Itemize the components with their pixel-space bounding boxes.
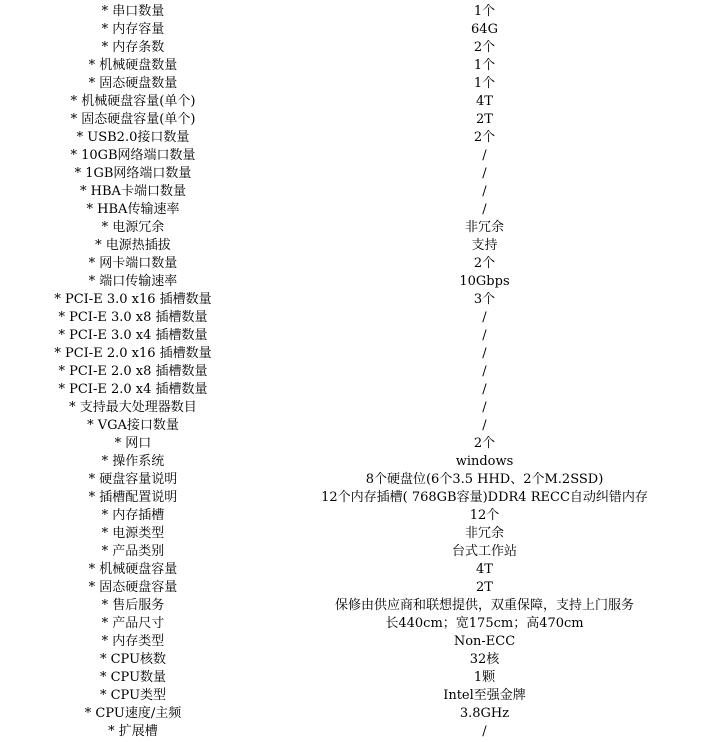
spec-label: * 内存容量 [101,22,165,37]
spec-label: * 机械硬盘容量(单个) [70,94,196,109]
spec-row [0,579,703,597]
spec-value: / [482,148,487,163]
spec-value: 12个内存插槽( 768GB容量)DDR4 RECC自动纠错内存 [321,490,648,505]
spec-label: * 产品尺寸 [101,616,165,631]
spec-label: * 硬盘容量说明 [88,472,178,487]
spec-row [0,111,703,129]
spec-row [0,165,703,183]
spec-value: 1颗 [473,670,496,685]
spec-label: * PCI-E 2.0 x4 插槽数量 [58,382,208,397]
spec-value: 2个 [473,130,496,145]
spec-value: / [482,328,487,343]
spec-value: 2T [476,112,493,127]
spec-label: * 操作系统 [101,454,165,469]
spec-row [0,327,703,345]
spec-row [0,597,703,615]
spec-row [0,399,703,417]
spec-label: * 售后服务 [101,598,165,613]
spec-label: * 电源类型 [101,526,165,541]
spec-label: * 机械硬盘数量 [88,58,178,73]
spec-label: * 端口传输速率 [88,274,178,289]
spec-label: * 内存类型 [101,634,165,649]
spec-row [0,237,703,255]
spec-label: * CPU速度/主频 [84,706,182,721]
spec-label: * 内存插槽 [101,508,165,523]
spec-value: 2个 [473,40,496,55]
spec-label: * 电源冗余 [101,220,165,235]
spec-value: / [482,724,487,739]
spec-row [0,255,703,273]
spec-label: * CPU数量 [99,670,167,685]
spec-value: 长440cm；宽175cm；高470cm [385,616,584,631]
spec-value: Non-ECC [453,634,516,649]
spec-label: * VGA接口数量 [87,418,179,433]
spec-label: * 支持最大处理器数目 [69,400,197,415]
spec-label: * PCI-E 3.0 x8 插槽数量 [58,310,208,325]
spec-row [0,723,703,741]
spec-value: / [482,418,487,433]
spec-value: 32核 [469,652,500,667]
spec-label: * PCI-E 3.0 x16 插槽数量 [54,292,212,307]
spec-label: * 1GB网络端口数量 [74,166,192,181]
spec-row [0,453,703,471]
spec-value: / [482,184,487,199]
spec-label: * 产品类别 [101,544,165,559]
spec-label: * 机械硬盘容量 [88,562,178,577]
spec-row [0,363,703,381]
spec-value: 台式工作站 [451,544,517,559]
spec-value: / [482,202,487,217]
spec-value: 12个 [469,508,500,523]
spec-value: 2个 [473,436,496,451]
spec-value: 3个 [473,292,496,307]
spec-label: * HBA卡端口数量 [80,184,186,199]
spec-label: * 固态硬盘数量 [88,76,178,91]
spec-row [0,525,703,543]
spec-label: * HBA传输速率 [86,202,180,217]
spec-label: * CPU核数 [99,652,167,667]
spec-value: 4T [476,562,493,577]
spec-value: / [482,382,487,397]
spec-value: 1个 [473,4,496,19]
spec-row [0,129,703,147]
spec-row [0,687,703,705]
spec-row [0,201,703,219]
spec-value: 8个硬盘位(6个3.5 HHD、2个M.2SSD) [365,472,604,487]
spec-value: 非冗余 [464,526,504,541]
spec-label: * 网口 [114,436,152,451]
spec-value: Intel至强金牌 [443,688,526,703]
spec-value: 10Gbps [459,274,510,289]
spec-value: 2T [476,580,493,595]
spec-value: windows [455,454,514,469]
spec-row [0,471,703,489]
spec-label: * CPU类型 [99,688,167,703]
spec-row [0,21,703,39]
spec-row [0,3,703,21]
spec-label: * 串口数量 [101,4,165,19]
spec-value: 非冗余 [464,220,504,235]
spec-label: * PCI-E 2.0 x16 插槽数量 [54,346,212,361]
spec-row [0,57,703,75]
spec-row [0,309,703,327]
spec-row [0,417,703,435]
spec-row [0,219,703,237]
spec-row [0,615,703,633]
spec-label: * 10GB网络端口数量 [70,148,196,163]
spec-row [0,561,703,579]
spec-row [0,147,703,165]
spec-value: 保修由供应商和联想提供，双重保障，支持上门服务 [334,598,634,613]
spec-value: / [482,166,487,181]
spec-value: 1个 [473,76,496,91]
spec-row [0,39,703,57]
spec-row [0,489,703,507]
spec-label: * PCI-E 3.0 x4 插槽数量 [58,328,208,343]
spec-label: * PCI-E 2.0 x8 插槽数量 [58,364,208,379]
spec-row [0,651,703,669]
spec-row [0,183,703,201]
spec-label: * 插槽配置说明 [88,490,178,505]
spec-row [0,435,703,453]
spec-value: 1个 [473,58,496,73]
spec-value: 64G [471,22,498,37]
spec-row [0,705,703,723]
spec-label: * 电源热插拔 [95,238,171,253]
spec-value: 3.8GHz [459,706,510,721]
spec-row [0,93,703,111]
spec-row [0,507,703,525]
spec-value: 2个 [473,256,496,271]
spec-row [0,669,703,687]
spec-label: * 固态硬盘容量 [88,580,178,595]
spec-label: * 扩展槽 [108,724,158,739]
spec-row [0,75,703,93]
spec-value: / [482,364,487,379]
spec-row [0,633,703,651]
spec-row [0,273,703,291]
spec-value: / [482,400,487,415]
spec-value: 4T [476,94,493,109]
spec-value: / [482,310,487,325]
spec-label: * 固态硬盘容量(单个) [70,112,196,127]
spec-label: * USB2.0接口数量 [76,130,190,145]
spec-label: * 内存条数 [101,40,165,55]
spec-row [0,543,703,561]
spec-value: / [482,346,487,361]
spec-row [0,345,703,363]
spec-row [0,291,703,309]
spec-value: 支持 [471,238,498,253]
spec-label: * 网卡端口数量 [88,256,178,271]
spec-row [0,381,703,399]
